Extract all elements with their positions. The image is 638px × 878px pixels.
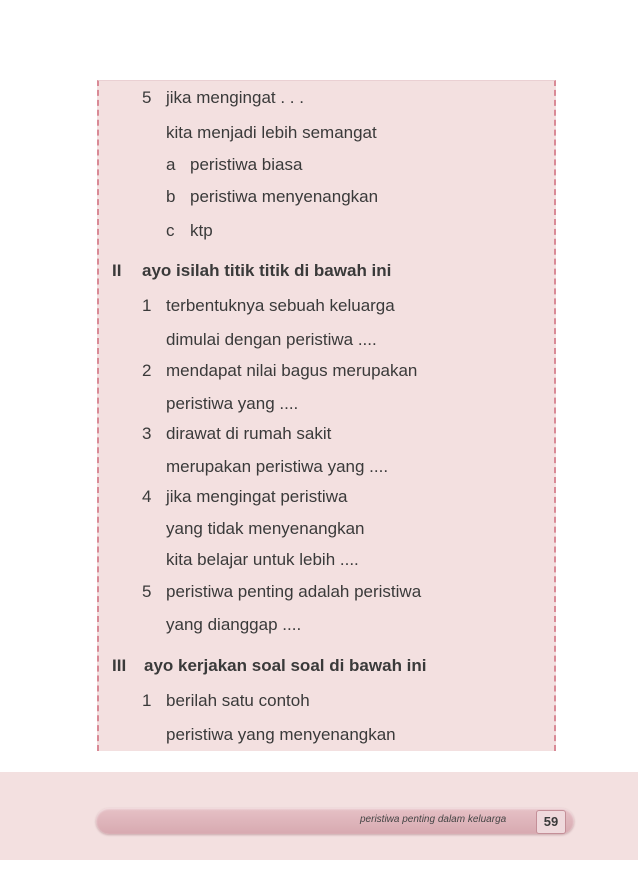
item-2-line-2 (166, 394, 298, 414)
section-title: ayo kerjakan soal soal di bawah ini (144, 656, 427, 675)
option-text: peristiwa menyenangkan (190, 187, 379, 206)
section-title: ayo isilah titik titik di bawah ini (142, 261, 392, 280)
page-number: 59 (536, 810, 566, 834)
item-text: yang dianggap .... (166, 615, 302, 634)
item-text: dirawat di rumah sakit (166, 424, 332, 443)
exercise-panel (97, 80, 556, 751)
item-4-line-3 (166, 550, 359, 570)
option-letter: c (166, 221, 175, 240)
item-iii-1-line-2 (166, 725, 396, 745)
item-text: yang tidak menyenangkan (166, 519, 365, 538)
question-text: kita menjadi lebih semangat (166, 123, 377, 142)
question-5-line-2 (166, 123, 377, 143)
option-letter: a (166, 155, 176, 174)
item-number: 1 (142, 691, 152, 710)
item-number: 3 (142, 424, 152, 443)
item-3-line-2 (166, 457, 388, 477)
item-text: mendapat nilai bagus merupakan (166, 361, 418, 380)
question-number: 5 (142, 88, 152, 107)
item-4-line-2 (166, 519, 364, 539)
section-numeral: III (112, 656, 127, 675)
item-text: terbentuknya sebuah keluarga (166, 296, 395, 315)
section-numeral: II (112, 261, 122, 280)
item-number: 2 (142, 361, 152, 380)
chapter-caption: peristiwa penting dalam keluarga (360, 814, 507, 825)
item-text: kita belajar untuk lebih .... (166, 550, 359, 569)
item-number: 4 (142, 487, 152, 506)
item-text: dimulai dengan peristiwa .... (166, 330, 377, 349)
item-text: merupakan peristiwa yang .... (166, 457, 389, 476)
item-text: peristiwa yang menyenangkan (166, 725, 396, 744)
question-text: jika mengingat . . . (166, 88, 304, 107)
item-text: jika mengingat peristiwa (166, 487, 348, 506)
item-text: peristiwa yang .... (166, 394, 299, 413)
item-number: 1 (142, 296, 152, 315)
option-text: peristiwa biasa (190, 155, 303, 174)
item-5-line-2 (166, 615, 301, 635)
item-number: 5 (142, 582, 152, 601)
item-text: peristiwa penting adalah peristiwa (166, 582, 422, 601)
option-letter: b (166, 187, 176, 206)
item-text: berilah satu contoh (166, 691, 310, 710)
item-1-line-2 (166, 330, 377, 350)
option-text: ktp (190, 221, 213, 240)
